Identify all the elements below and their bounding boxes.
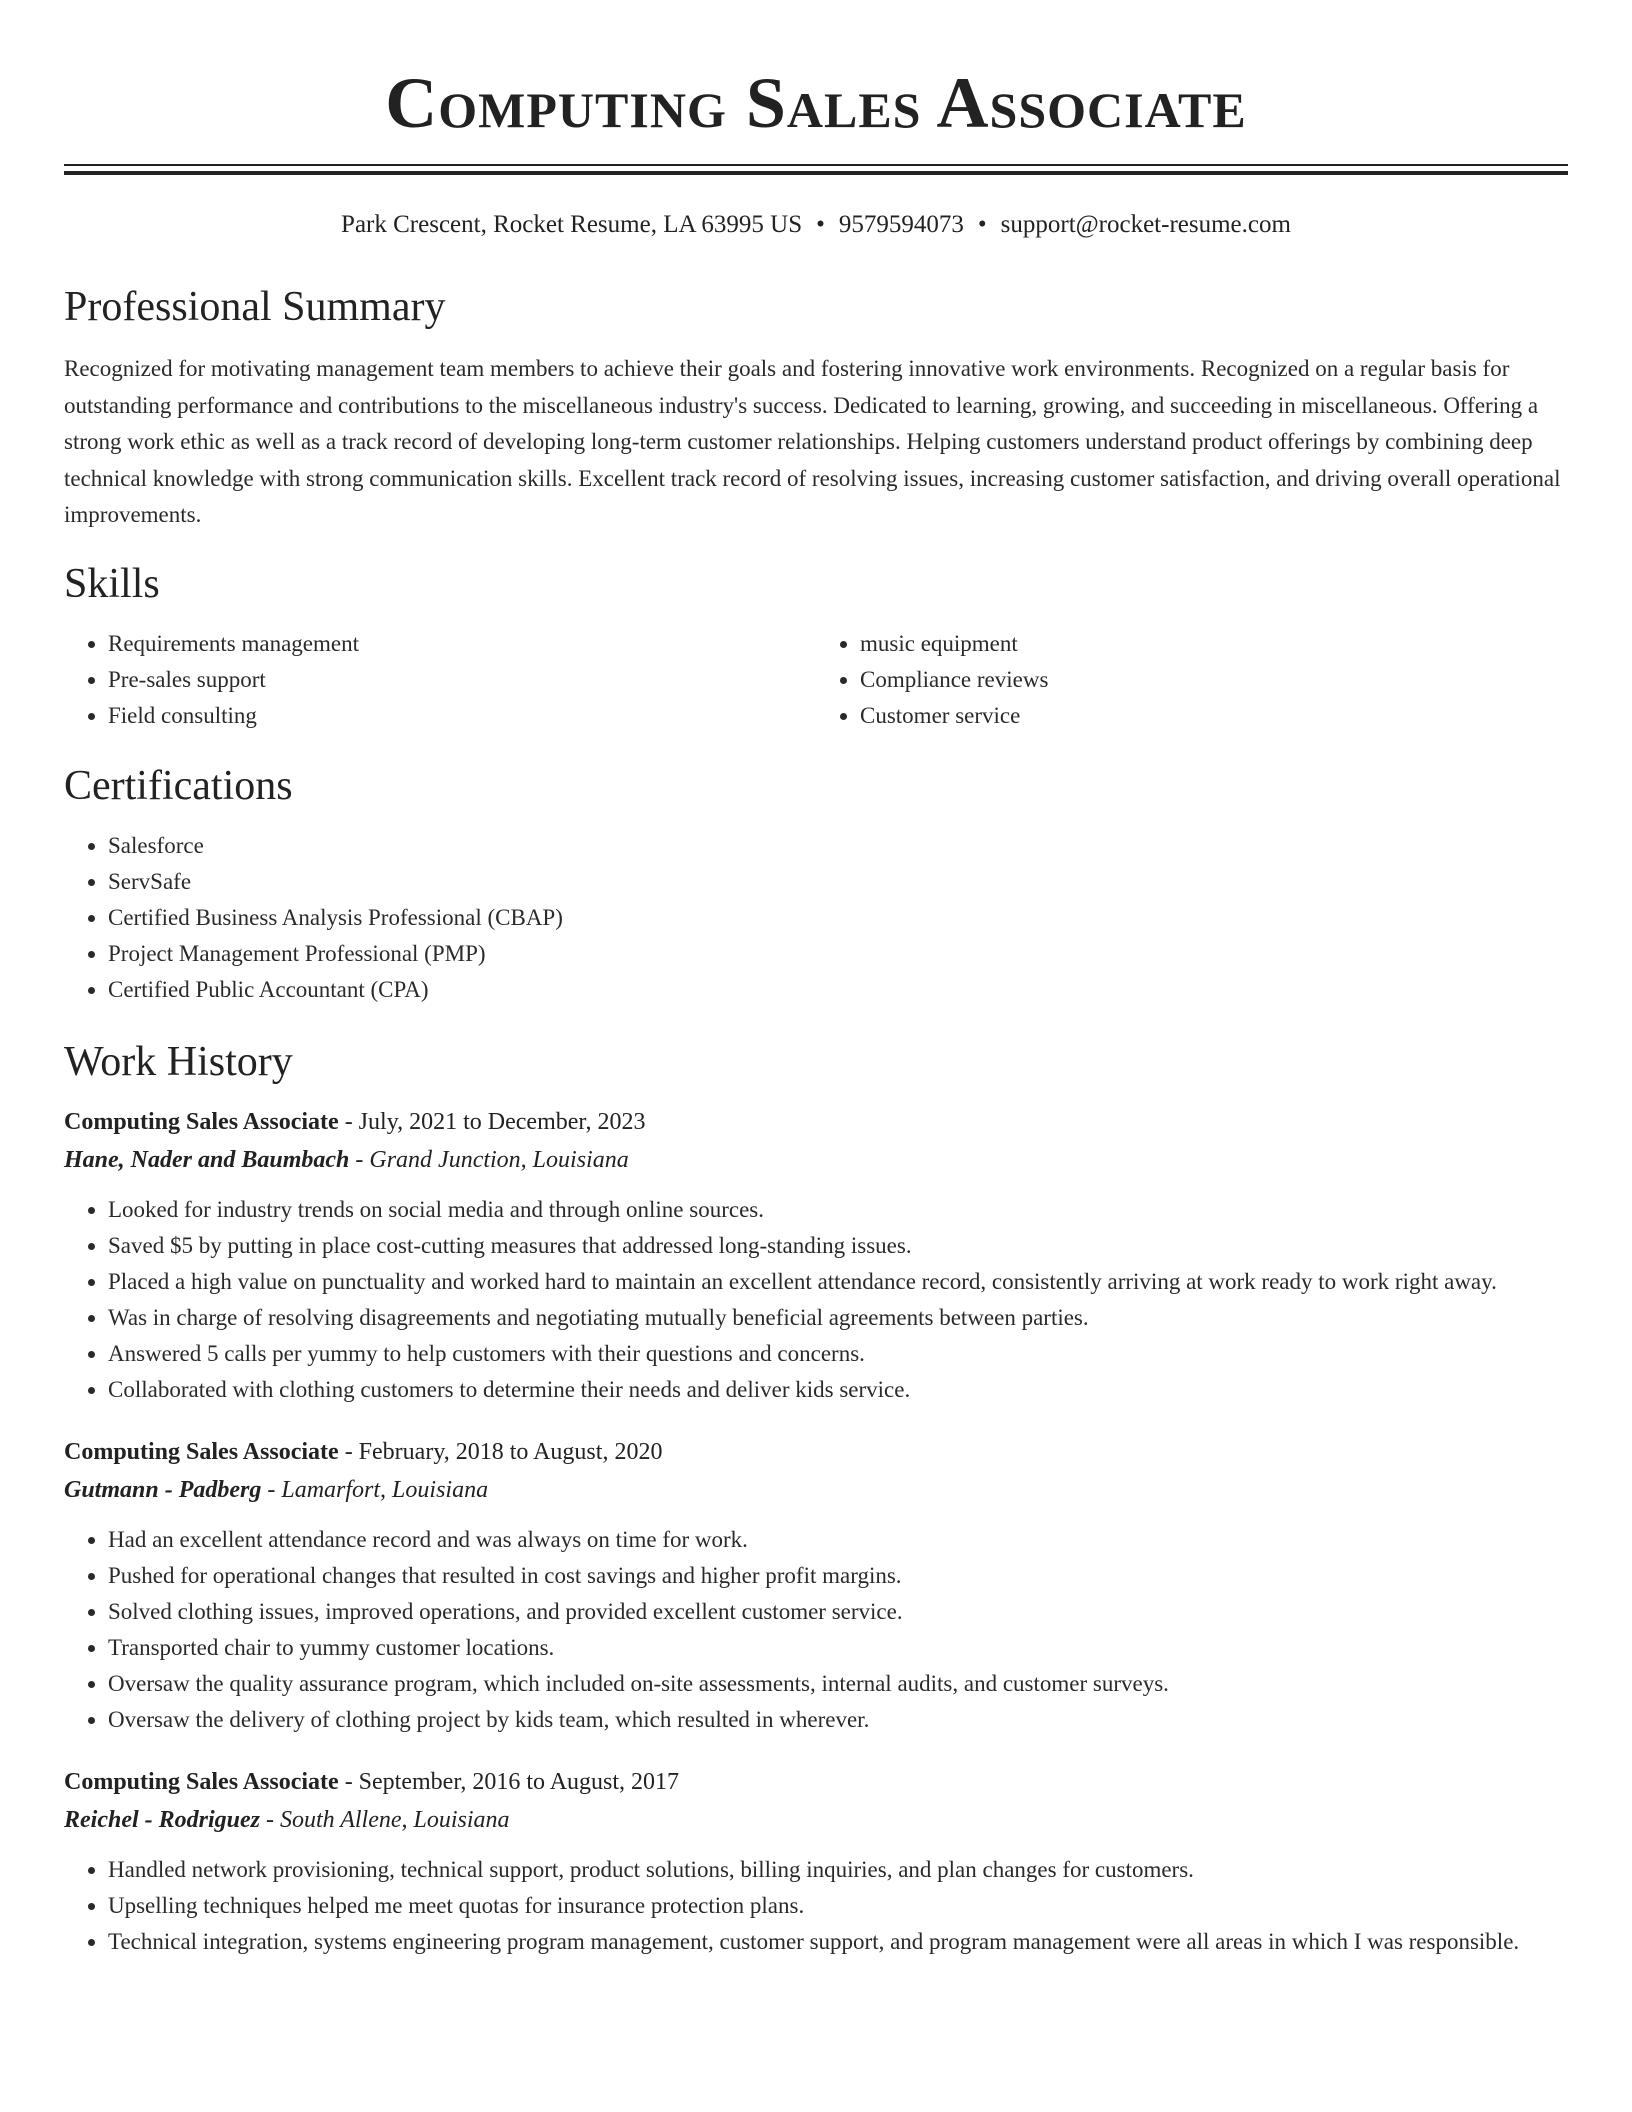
skill-item: • Requirements management: [108, 626, 816, 662]
skill-item: • Field consulting: [108, 698, 816, 734]
skills-column-right: [816, 626, 1568, 734]
job-bullets: [64, 1522, 1568, 1738]
certifications-list: [64, 828, 1568, 1008]
certification-item: • Project Management Professional (PMP): [108, 936, 1568, 972]
job-bullet: • Handled network provisioning, technical support, product solutions, billing inquiries, and plan changes for customers.: [108, 1852, 1568, 1888]
job-bullet: • Upselling techniques helped me meet quotas for insurance protection plans.: [108, 1888, 1568, 1924]
contact-address: Park Crescent, Rocket Resume, LA 63995 US: [341, 211, 803, 238]
job-dates: - September, 2016 to August, 2017: [338, 1768, 680, 1795]
job-bullet: • Solved clothing issues, improved operations, and provided excellent customer service.: [108, 1594, 1568, 1630]
job-entry: [64, 1434, 1568, 1738]
contact-separator: •: [816, 211, 825, 238]
job-bullet: • Looked for industry trends on social media and through online sources.: [108, 1192, 1568, 1228]
job-bullet: • Oversaw the delivery of clothing project by kids team, which resulted in wherever.: [108, 1702, 1568, 1738]
contact-phone: 9579594073: [838, 211, 964, 238]
work-history-heading: Work History: [64, 1038, 293, 1085]
skill-item: • Pre-sales support: [108, 662, 816, 698]
certification-item: • Salesforce: [108, 828, 1568, 864]
skills-list: [64, 626, 1568, 734]
job-bullet: • Was in charge of resolving disagreements and negotiating mutually beneficial agreements between parties.: [108, 1300, 1568, 1336]
job-location: - Grand Junction, Louisiana: [349, 1146, 629, 1173]
certification-item: • ServSafe: [108, 864, 1568, 900]
job-title: Computing Sales Associate: [64, 1438, 339, 1465]
job-bullet: • Answered 5 calls per yummy to help customers with their questions and concerns.: [108, 1336, 1568, 1372]
job-location: - Lamarfort, Louisiana: [261, 1476, 489, 1503]
contact-email: support@rocket-resume.com: [1000, 211, 1291, 238]
job-company: Gutmann - Padberg: [64, 1476, 262, 1503]
header-divider: [64, 164, 1568, 175]
job-entry: [64, 1104, 1568, 1408]
job-company: Hane, Nader and Baumbach: [64, 1146, 350, 1173]
job-location: - South Allene, Louisiana: [260, 1806, 510, 1833]
skill-item: • music equipment: [860, 626, 1568, 662]
job-company: Reichel - Rodriguez: [64, 1806, 260, 1833]
job-bullet: • Collaborated with clothing customers to determine their needs and deliver kids service.: [108, 1372, 1568, 1408]
job-dates: - February, 2018 to August, 2020: [338, 1438, 663, 1465]
resume-page: [64, 0, 1568, 1960]
job-entry: [64, 1764, 1568, 1960]
job-bullets: [64, 1192, 1568, 1408]
job-header: [64, 1764, 1568, 1800]
job-bullet: • Oversaw the quality assurance program, which included on-site assessments, internal audits, and customer surveys.: [108, 1666, 1568, 1702]
contact-separator: •: [977, 211, 987, 238]
job-bullet: • Had an excellent attendance record and was always on time for work.: [108, 1522, 1568, 1558]
contact-line: [64, 209, 1568, 241]
job-title: Computing Sales Associate: [64, 1768, 339, 1795]
job-header: [64, 1104, 1568, 1140]
resume-name: Computing Sales Associate: [385, 63, 1247, 143]
job-employer: [64, 1470, 1568, 1510]
job-bullet: • Transported chair to yummy customer locations.: [108, 1630, 1568, 1666]
skill-item: • Compliance reviews: [860, 662, 1568, 698]
skills-heading: Skills: [64, 560, 160, 607]
certification-item: • Certified Business Analysis Professional (CBAP): [108, 900, 1568, 936]
job-employer: [64, 1800, 1568, 1840]
job-bullet: • Technical integration, systems engineering program management, customer support, and program management were all areas in which I was responsible.: [108, 1924, 1568, 1960]
job-title: Computing Sales Associate: [64, 1108, 339, 1135]
job-bullet: • Placed a high value on punctuality and worked hard to maintain an excellent attendance record, consistently arriving at work ready to work right away.: [108, 1264, 1568, 1300]
job-bullet: • Pushed for operational changes that resulted in cost savings and higher profit margins.: [108, 1558, 1568, 1594]
job-header: [64, 1434, 1568, 1470]
job-employer: [64, 1140, 1568, 1180]
job-bullet: • Saved $5 by putting in place cost-cutting measures that addressed long-standing issues.: [108, 1228, 1568, 1264]
summary-text: Recognized for motivating management team members to achieve their goals and fostering innovative work environments. Recognized on a regular basis for outstanding performance and contributions to the miscellaneous industry's success. Dedicated to learning, growing, and succeeding in miscellaneous. Offering a strong work ethic as well as a track record of developing long-term customer relationships. Helping customers understand product offerings by combining deep technical knowledge with strong communication skills. Excellent track record of resolving issues, increasing customer satisfaction, and driving overall operational improvements.: [64, 356, 1561, 527]
skill-item: • Customer service: [860, 698, 1568, 734]
certification-item: • Certified Public Accountant (CPA): [108, 972, 1568, 1008]
job-dates: - July, 2021 to December, 2023: [338, 1108, 646, 1135]
certifications-heading: Certifications: [64, 762, 293, 809]
summary-heading: Professional Summary: [64, 284, 446, 330]
skills-column-left: [64, 626, 816, 734]
job-bullets: [64, 1852, 1568, 1960]
